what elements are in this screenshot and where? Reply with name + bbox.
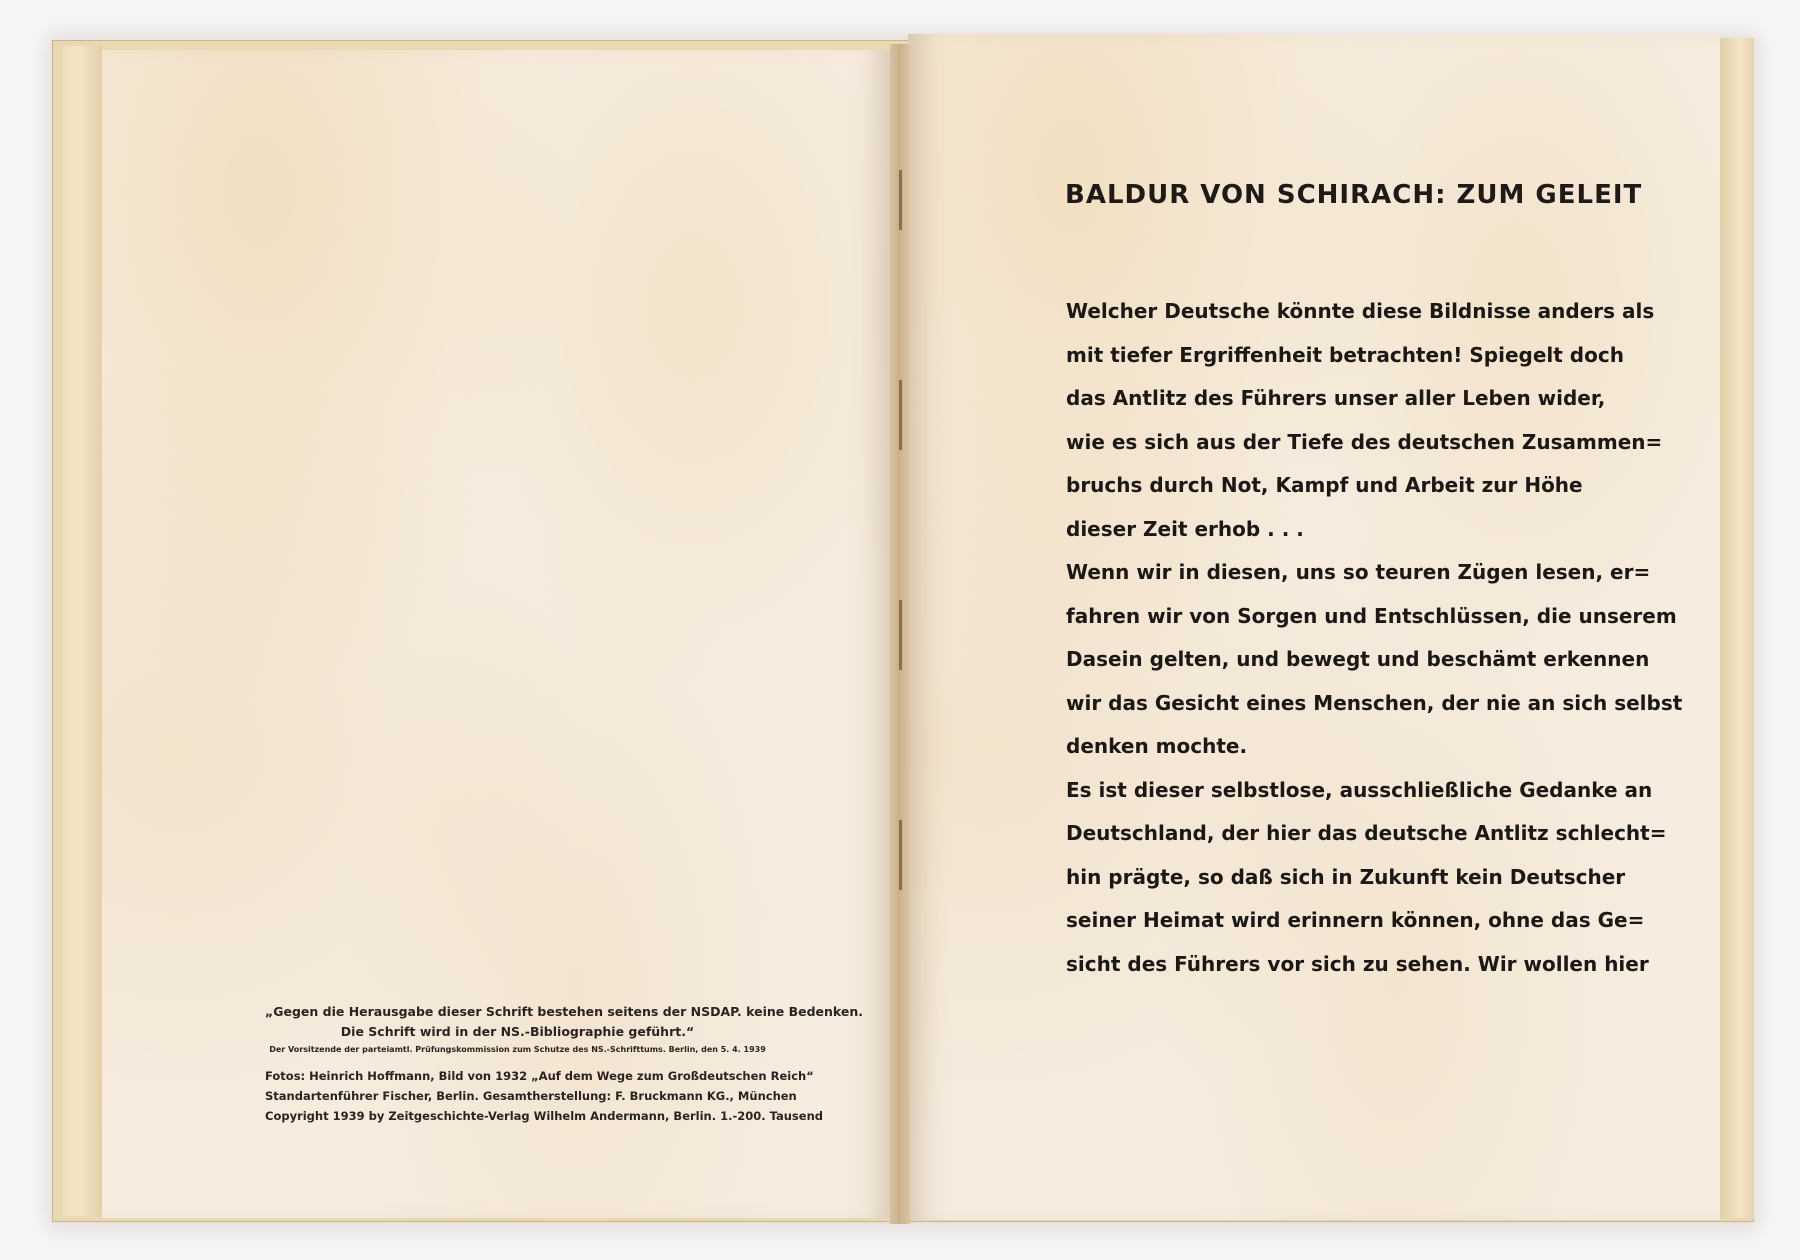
text-line: dieser Zeit erhob . . . <box>1066 516 1304 541</box>
text-line: Es ist dieser selbstlose, ausschließliche Gedanke an <box>1066 777 1653 802</box>
binding-stitch <box>899 170 902 230</box>
text-line: mit tiefer Ergriffenheit betrachten! Spiegelt doch <box>1066 342 1624 367</box>
body-text <box>1066 290 1683 986</box>
binding-stitch <box>899 380 902 450</box>
text-line: Deutschland, der hier das deutsche Antlitz schlecht= <box>1066 821 1667 845</box>
text-line: hin prägte, so daß sich in Zukunft kein Deutscher <box>1066 864 1626 889</box>
text-line: wir das Gesicht eines Menschen, der nie an sich selbst <box>1066 690 1683 715</box>
chapter-heading: BALDUR VON SCHIRACH: ZUM GELEIT <box>1065 180 1643 210</box>
text-line: das Antlitz des Führers unser aller Leben wider, <box>1066 386 1606 410</box>
production-credit: Standartenführer Fischer, Berlin. Gesamtherstellung: F. Bruckmann KG., München <box>265 1089 797 1103</box>
binding-stitch <box>899 820 902 890</box>
text-line: Wenn wir in diesen, uns so teuren Zügen lesen, er= <box>1066 560 1651 584</box>
copyright-line: Copyright 1939 by Zeitgeschichte-Verlag Wilhelm Andermann, Berlin. 1.-200. Tausend <box>265 1109 823 1123</box>
left-page-stack <box>62 46 102 1216</box>
text-line: wie es sich aus der Tiefe des deutschen Zusammen= <box>1066 429 1663 454</box>
text-line: denken mochte. <box>1066 734 1248 758</box>
binding-stitch <box>899 600 902 670</box>
text-line: seiner Heimat wird erinnern können, ohne das Ge= <box>1066 908 1645 932</box>
text-line: Welcher Deutsche könnte diese Bildnisse anders als <box>1066 299 1655 323</box>
text-line: Dasein gelten, und bewegt und beschämt erkennen <box>1066 647 1650 671</box>
approval-signature: Der Vorsitzende der parteiamtl. Prüfungskommission zum Schutze des NS.-Schrifttums. Berlin, den 5. 4. 1939 <box>269 1045 766 1054</box>
right-page-stack <box>1720 38 1754 1218</box>
text-line: bruchs durch Not, Kampf und Arbeit zur Höhe <box>1066 473 1583 497</box>
approval-quote: „Gegen die Herausgabe dieser Schrift bestehen seitens der NSDAP. keine Bedenken. <box>265 1004 864 1019</box>
text-line: sicht des Führers vor sich zu sehen. Wir wollen hier <box>1066 951 1649 976</box>
imprint-block <box>265 1002 864 1126</box>
approval-quote: Die Schrift wird in der NS.-Bibliographie geführt.“ <box>340 1024 695 1039</box>
photo-credit: Fotos: Heinrich Hoffmann, Bild von 1932 „Auf dem Wege zum Großdeutschen Reich“ <box>265 1069 814 1083</box>
text-line: fahren wir von Sorgen und Entschlüssen, die unserem <box>1066 603 1677 628</box>
